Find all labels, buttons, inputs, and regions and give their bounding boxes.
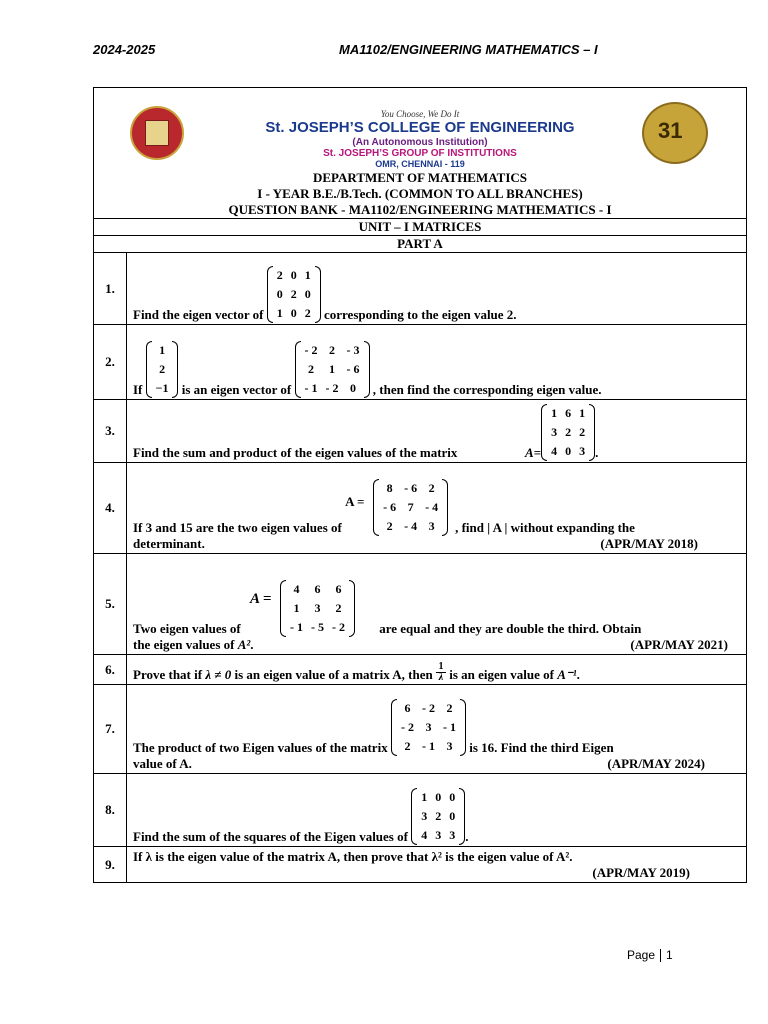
lambda-nonzero: λ ≠ 0 [205,667,232,682]
question-number: 8. [94,774,127,847]
matrix-entry: - 2 [400,720,414,734]
matrix-entry: 2 [386,519,393,533]
matrix-entry: - 4 [404,519,418,533]
matrix-entry: 2 [304,306,311,320]
a-squared: A² [237,637,251,652]
footer-divider [660,949,661,962]
matrix-entry: 2 [308,362,315,376]
matrix-entry: 3 [425,720,432,734]
matrix-label: A = [249,591,272,607]
matrix-entry: 2 [159,362,166,376]
college-tagline: You Choose, We Do It [380,109,460,119]
question-row [94,655,747,685]
matrix-entry: 2 [579,425,586,439]
matrix-entry: 6 [565,406,572,420]
matrix-entry: 3 [435,828,442,842]
question-row [94,554,747,655]
college-name: St. JOSEPH’S COLLEGE OF ENGINEERING [265,119,575,136]
right-bracket [315,266,321,323]
question-number: 9. [94,847,127,883]
matrix-entry: −1 [155,381,169,395]
matrix-entry: 7 [407,500,414,514]
matrix-entry: 0 [565,444,572,458]
matrix-entry: 6 [335,582,342,596]
matrix-entry: - 2 [331,620,345,634]
question-number: 3. [94,400,127,463]
matrix-entry: 1 [551,406,558,420]
header-year: 2024-2025 [93,42,156,57]
matrix-label: A = [345,494,365,509]
matrix-entry: 4 [551,444,558,458]
eigen-vector [146,341,179,398]
matrix [373,479,448,536]
matrix-entry: 2 [290,287,297,301]
question-text: Find the eigen vector of 2 0 1 0 2 0 1 0 2 corresponding to the eigen value 2. [127,253,747,325]
matrix-entry: 8 [386,481,393,495]
group-name: St. JOSEPH’S GROUP OF INSTITUTIONS [323,148,517,159]
matrix-entry: 0 [350,381,357,395]
matrix-entry: - 4 [425,500,439,514]
matrix-entry: 2 [446,701,453,715]
question-number: 6. [94,655,127,685]
qb-title: QUESTION BANK - MA1102/ENGINEERING MATHEMATICS - I [228,202,612,217]
matrix-entry: 1 [329,362,336,376]
matrix-entry: 0 [449,790,456,804]
question-text: Find the sum and product of the eigen values of the matrix A= 1 6 1 3 2 2 4 0 3 . [127,400,747,463]
question-row [94,325,747,400]
matrix-entry: - 2 [421,701,435,715]
question-number: 2. [94,325,127,400]
a-inverse: A⁻¹ [557,667,577,682]
matrix-entry: 0 [290,306,297,320]
matrix-entry: 2 [329,343,336,357]
question-bank-table [93,87,747,883]
question-text: If λ is the eigen value of the matrix A, then prove that λ² is the eigen value of A². (APR/MAY 2019) [127,847,747,883]
matrix-entry: 6 [314,582,321,596]
matrix-entry: 2 [276,268,283,282]
page-footer [627,948,673,962]
matrix [267,266,321,323]
matrix-entry: 0 [449,809,456,823]
matrix-entry: 2 [435,809,442,823]
matrix-entry: - 6 [383,500,397,514]
exam-tag: (APR/MAY 2024) [607,756,705,771]
right-bracket [442,479,448,536]
matrix-entry: - 6 [346,362,360,376]
question-number: 5. [94,554,127,655]
question-number: 7. [94,685,127,774]
question-row [94,847,747,883]
page-number: 1 [666,948,673,962]
year-title: I - YEAR B.E./B.Tech. (COMMON TO ALL BRANCHES) [257,186,583,201]
matrix-entry: 6 [404,701,411,715]
right-bracket [364,341,370,398]
matrix-entry: 1 [159,343,166,357]
page-label: Page [627,948,656,962]
question-text: Prove that if λ ≠ 0 is an eigen value of a matrix A, then $\frac{1}{\lambda}$ is an eigen value of A⁻¹. [127,655,747,685]
matrix-entry: - 1 [421,739,435,753]
matrix [541,404,595,461]
matrix-entry: - 5 [310,620,324,634]
reciprocal-lambda: $\frac{1}{\lambda}$ [436,662,446,683]
matrix-entry: 3 [314,601,321,615]
matrix-entry: 0 [290,268,297,282]
matrix-entry: 0 [435,790,442,804]
question-text: If 1 2 −1 is an eigen vector of - 2 2 - 3 2 1 - 6 - 1 - 2 0 , then find the corresponding eigen value. [127,325,747,400]
matrix-entry: - 2 [325,381,339,395]
unit-title: UNIT – I MATRICES [94,219,747,236]
matrix-entry: 1 [421,790,428,804]
matrix-entry: 0 [304,287,311,301]
matrix-entry: 3 [428,519,435,533]
matrix-entry: 3 [551,425,558,439]
question-text: If 3 and 15 are the two eigen values of A = 8 - 6 2 - 6 7 - 4 2 - 4 3 , find | A | without expanding the determinant. (APR/MAY 2018) [127,463,747,554]
matrix-entry: - 6 [404,481,418,495]
right-bracket [349,580,355,637]
matrix-entry: 3 [421,809,428,823]
question-text: Two eigen values of A = 4 6 6 1 3 2 - 1 - 5 - 2 are equal and they are double the third. Obtain the eigen values of A². (APR/MAY 2021) [127,554,747,655]
matrix-entry: 0 [276,287,283,301]
question-row [94,685,747,774]
matrix [411,788,465,845]
matrix-entry: - 1 [304,381,318,395]
matrix [295,341,370,398]
banner-row [94,88,747,219]
question-row [94,463,747,554]
matrix-entry: 2 [428,481,435,495]
matrix-entry: - 2 [304,343,318,357]
matrix-entry: 3 [449,828,456,842]
matrix [391,699,466,756]
matrix-entry: - 3 [346,343,360,357]
matrix-entry: - 1 [289,620,303,634]
anniversary-emblem-icon [642,102,708,164]
college-banner [94,88,746,170]
matrix-entry: 3 [446,739,453,753]
matrix-entry: 4 [293,582,300,596]
right-bracket [460,699,466,756]
question-row [94,774,747,847]
matrix-entry: 2 [335,601,342,615]
exam-tag: (APR/MAY 2018) [600,536,698,551]
question-row [94,400,747,463]
part-title: PART A [94,236,747,253]
question-row [94,253,747,325]
matrix-entry: 3 [579,444,586,458]
exam-tag: (APR/MAY 2021) [630,637,728,652]
matrix-entry: 1 [579,406,586,420]
right-bracket [172,341,178,398]
emblem-number: 31 [658,118,683,143]
matrix [280,580,355,637]
matrix-entry: 1 [276,306,283,320]
header-course: MA1102/ENGINEERING MATHEMATICS – I [339,42,598,57]
dept-title: DEPARTMENT OF MATHEMATICS [312,170,528,185]
question-number: 4. [94,463,127,554]
matrix-entry: - 1 [442,720,456,734]
matrix-entry: 2 [404,739,411,753]
matrix-entry: 1 [293,601,300,615]
matrix-entry: 1 [304,268,311,282]
exam-tag: (APR/MAY 2019) [592,865,690,880]
matrix-entry: 4 [421,828,428,842]
question-text: The product of two Eigen values of the matrix 6 - 2 2 - 2 3 - 1 2 - 1 3 is 16. Find the third Eigen value of A. (APR/MAY 2024) [127,685,747,774]
college-address: OMR, CHENNAI - 119 [375,159,465,169]
question-text: Find the sum of the squares of the Eigen values of 1 0 0 3 2 0 4 3 3 . [127,774,747,847]
matrix-entry: 2 [565,425,572,439]
question-number: 1. [94,253,127,325]
autonomous-label: (An Autonomous Institution) [352,137,488,148]
